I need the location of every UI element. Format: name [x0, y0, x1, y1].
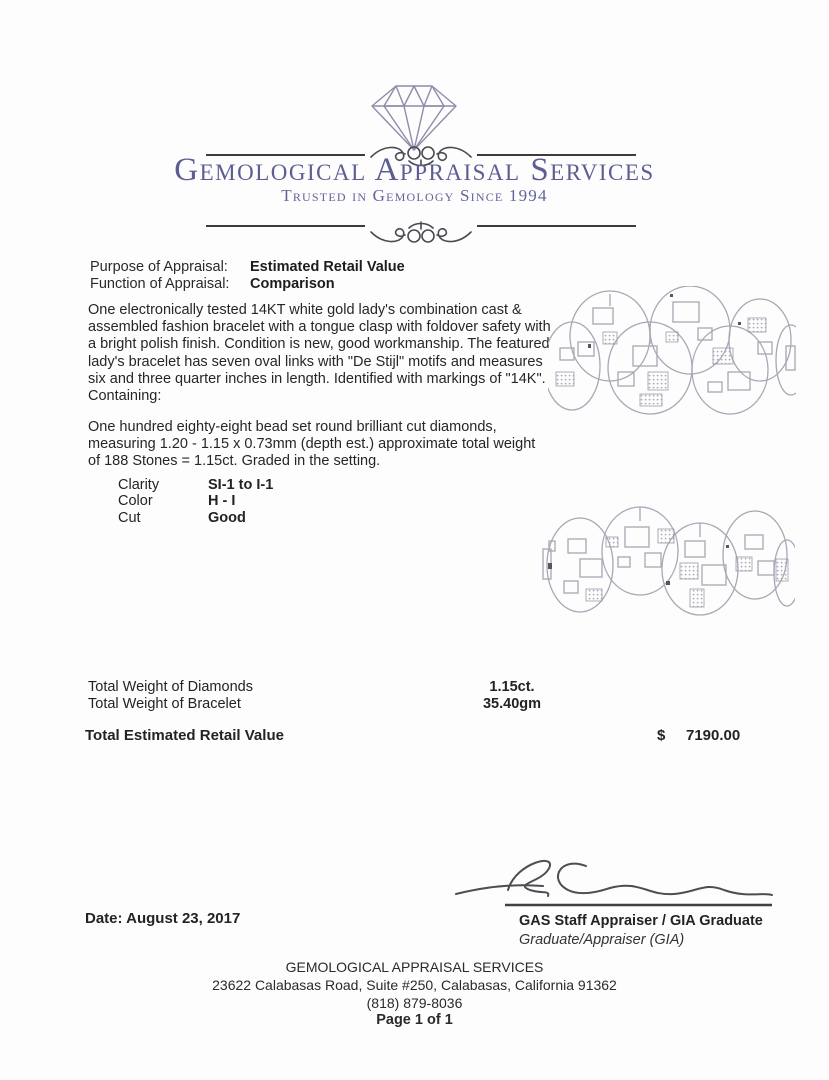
grading-row-color-label: Color [118, 493, 153, 509]
appraiser-title: GAS Staff Appraiser / GIA Graduate [519, 913, 763, 929]
footer-address: 23622 Calabasas Road, Suite #250, Calabasas, California 91362 [212, 977, 617, 993]
total-diamonds-label: Total Weight of Diamonds [88, 679, 253, 695]
footer-page-info: Page 1 of 1 [376, 1012, 453, 1028]
total-bracelet-label: Total Weight of Bracelet [88, 696, 241, 712]
flourish-ornament-icon [369, 218, 473, 248]
retail-value-amount: 7190.00 [686, 727, 741, 744]
grading-row-cut-label: Cut [118, 510, 141, 526]
rule-line [206, 225, 365, 227]
retail-value-currency: $ [657, 727, 666, 744]
appraiser-subtitle: Graduate/Appraiser (GIA) [519, 932, 685, 948]
bracelet-photo-top [548, 286, 796, 416]
grading-row-clarity-value: SI-1 to I-1 [208, 477, 274, 493]
purpose-value: Estimated Retail Value [250, 259, 405, 275]
footer-phone: (818) 879-8036 [366, 995, 463, 1011]
item-description: One electronically tested 14KT white gold lady's combination cast & assembled fashion bracelet with a tongue clasp with foldover safety with a bright polish finish. Condition is new, good workmanship. The featured lady's bracelet has seven oval links with "De Stijl" motifs and measures six and three quarter inches in length. Identified with markings of "14K". Containing: [88, 302, 551, 405]
purpose-label: Purpose of Appraisal: [90, 259, 228, 275]
header-bottom-rule [206, 204, 636, 248]
total-bracelet-value: 35.40gm [482, 696, 542, 712]
grading-row-color-value: H - I [208, 493, 236, 509]
bracelet-photo-bottom [540, 501, 795, 619]
footer-company: GEMOLOGICAL APPRAISAL SERVICES [285, 959, 544, 975]
retail-value-label: Total Estimated Retail Value [85, 727, 284, 744]
grading-row-clarity-label: Clarity [118, 477, 160, 493]
diamond-description: One hundred eighty-eight bead set round brilliant cut diamonds, measuring 1.20 - 1.15 x 0.73mm (depth est.) approximate total weight of 188 Stones = 1.15ct. Graded in the setting. [88, 419, 536, 470]
function-value: Comparison [250, 276, 335, 292]
company-tagline: Trusted in Gemology Since 1994 [281, 186, 548, 205]
appraiser-signature [448, 850, 778, 912]
function-label: Function of Appraisal: [90, 276, 230, 292]
company-name: Gemological Appraisal Services [174, 152, 655, 188]
total-diamonds-value: 1.15ct. [489, 679, 535, 695]
grading-row-cut-value: Good [208, 510, 246, 526]
rule-line [477, 225, 636, 227]
appraisal-date: Date: August 23, 2017 [85, 910, 241, 927]
